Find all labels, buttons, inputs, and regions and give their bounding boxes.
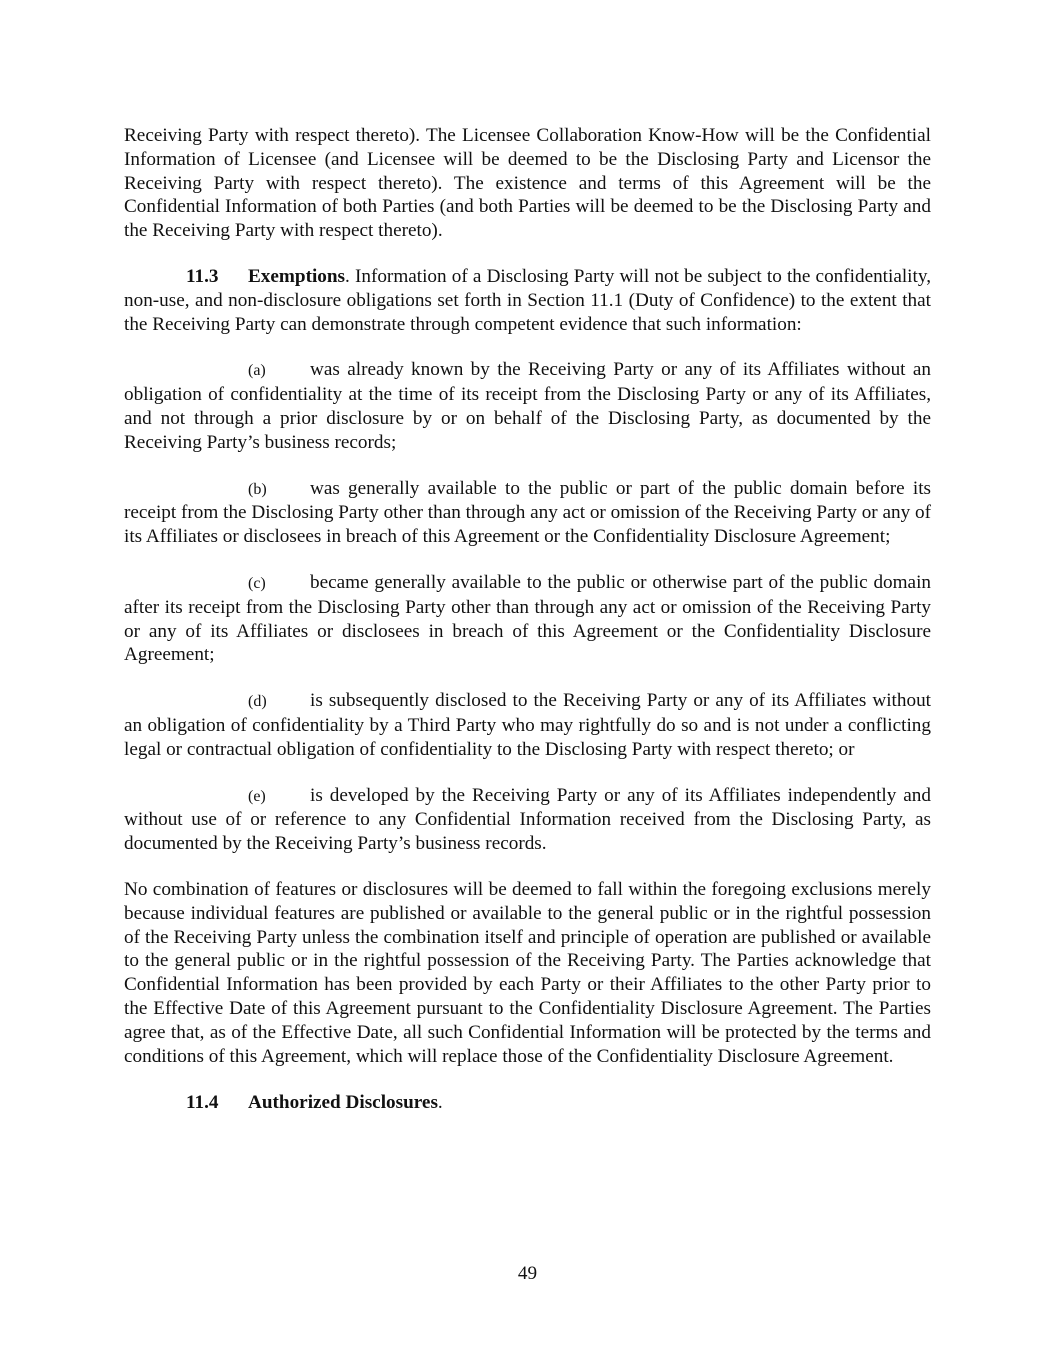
closing-paragraph: No combination of features or disclosures will be deemed to fall within the foregoing exclusions merely because individual features are published or available to the general public or in the rightful possession of the Receiving Party unless the combination itself and principle of operation are published or available to the general public or in the rightful possession of the Receiving Party. The Parties acknowledge that Confidential Information has been provided by each Party or their Affiliates to the other Party prior to the Effective Date of this Agreement pursuant to the Confidentiality Disclosure Agreement. The Parties agree that, as of the Effective Date, all such Confidential Information will be protected by the terms and conditions of this Agreement, which will replace those of the Confidentiality Disclosure Agreement. <box>124 878 931 1067</box>
clause-label: (e) <box>248 787 266 805</box>
clause-text: became generally available to the public or otherwise part of the public domain after its receipt from the Disclosing Party other than through any act or omission of the Receiving Party or any of its Affiliates or disclosees in breach of this Agreement or the Confidentiality Disclosure Agreement; <box>124 571 931 666</box>
clause-e <box>124 784 931 856</box>
clause-label: (d) <box>248 693 267 711</box>
page-number: 49 <box>517 1263 538 1284</box>
clause-b <box>124 477 931 549</box>
clause-text: is developed by the Receiving Party or any of its Affiliates independently and without use of or reference to any Confidential Information received from the Disclosing Party, as documented by the Receiving Party’s business records. <box>124 784 931 855</box>
section-title-punct: . <box>345 265 350 287</box>
document-page <box>124 124 931 1115</box>
clause-label: (a) <box>248 362 266 380</box>
clause-text: was generally available to the public or part of the public domain before its receipt from the Disclosing Party other than through any act or omission of the Receiving Party or any of its Affiliates or disclosees in breach of this Agreement or the Confidentiality Disclosure Agreement; <box>124 477 931 548</box>
clause-text: is subsequently disclosed to the Receiving Party or any of its Affiliates without an obligation of confidentiality by a Third Party who may rightfully do so and is not under a conflicting legal or contractual obligation of confidentiality to the Disclosing Party with respect thereto; or <box>124 690 931 760</box>
clause-d <box>124 689 931 761</box>
clause-label: (c) <box>248 574 266 592</box>
clause-label: (b) <box>248 480 267 498</box>
section-title: Authorized Disclosures <box>248 1092 438 1114</box>
section-number: 11.3 <box>186 265 219 287</box>
section-number: 11.4 <box>186 1092 219 1114</box>
intro-paragraph: Receiving Party with respect thereto). The Licensee Collaboration Know-How will be the Confidential Information of Licensee (and Licensee will be deemed to be the Disclosing Party and Licensor the Receiving Party with respect thereto). The existence and terms of this Agreement will be the Confidential Information of both Parties (and both Parties will be deemed to be the Disclosing Party and the Receiving Party with respect thereto). <box>124 125 931 242</box>
section-title: Exemptions <box>248 265 346 287</box>
section-body: Information of a Disclosing Party will not be subject to the confidentiality, non-use, and non-disclosure obligations set forth in Section 11.1 (Duty of Confidence) to the extent that the Receiving Party can demonstrate through competent evidence that such information: <box>124 265 931 335</box>
clause-text: was already known by the Receiving Party or any of its Affiliates without an obligation of confidentiality at the time of its receipt from the Disclosing Party or any of its Affiliates, and not through a prior disclosure by or on behalf of the Disclosing Party, as documented by the Receiving Party’s business records; <box>124 359 931 453</box>
clause-a <box>124 358 931 454</box>
clause-c <box>124 571 931 667</box>
section-11-4-heading <box>124 1091 931 1115</box>
section-title-punct: . <box>437 1092 443 1114</box>
section-11-3-paragraph <box>124 265 931 336</box>
